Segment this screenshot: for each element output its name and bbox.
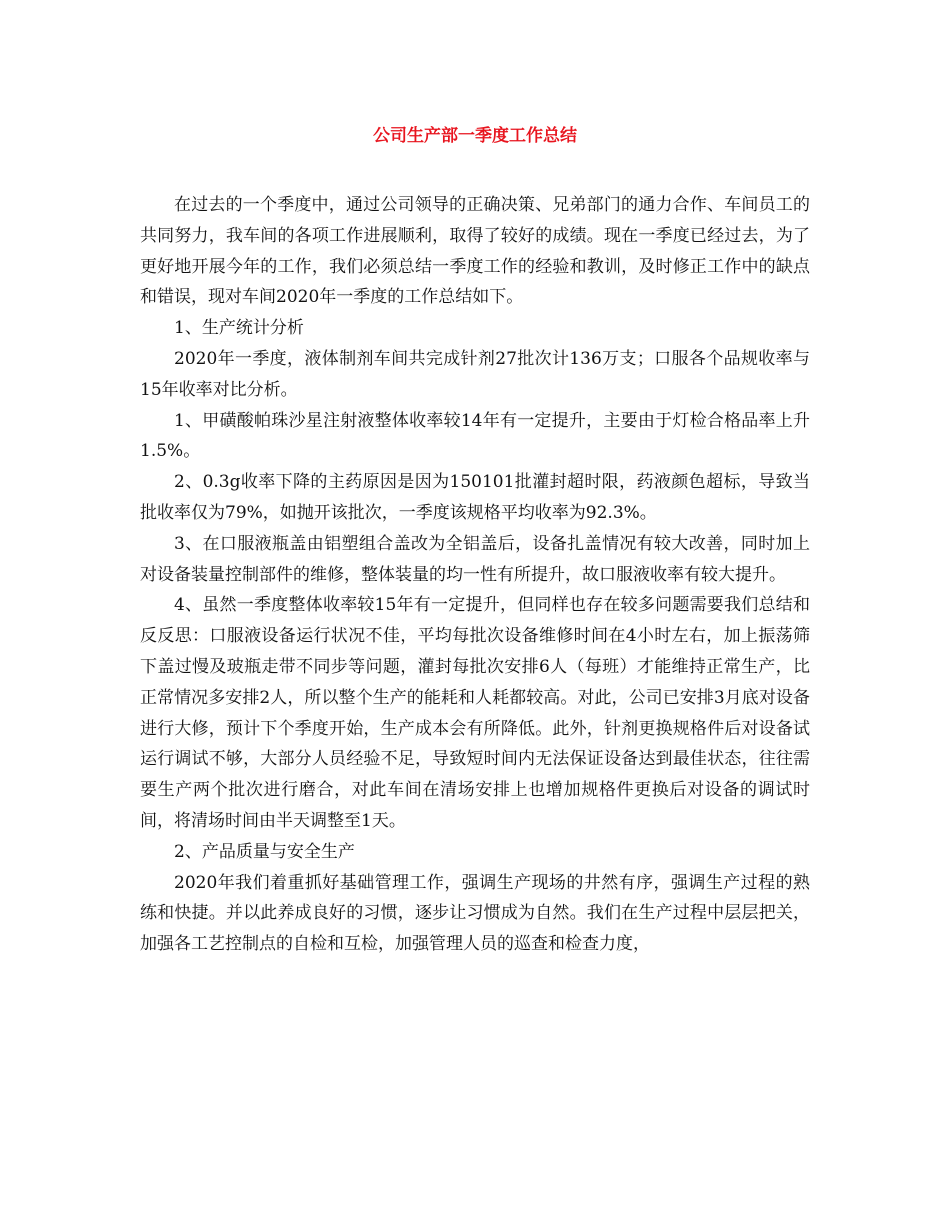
body-paragraph: 2020年一季度，液体制剂车间共完成针剂27批次计136万支；口服各个品规收率与15年收率对比分析。 bbox=[140, 348, 810, 400]
document-body bbox=[140, 190, 810, 960]
list-item: 3、在口服液瓶盖由铝塑组合盖改为全铝盖后，设备扎盖情况有较大改善，同时加上对设备装量控制部件的维修，整体装量的均一性有所提升，故口服液收率有较大提升。 bbox=[140, 533, 810, 585]
list-item: 4、虽然一季度整体收率较15年有一定提升，但同样也存在较多问题需要我们总结和反反思：口服液设备运行状况不佳，平均每批次设备维修时间在4小时左右，加上振荡筛下盖过慢及玻瓶走带不同步等问题，灌封每批次安排6人（每班）才能维持正常生产，比正常情况多安排2人，所以整个生产的能耗和人耗都较高。对此，公司已安排3月底对设备进行大修，预计下个季度开始，生产成本会有所降低。此外，针剂更换规格件后对设备试运行调试不够，大部分人员经验不足，导致短时间内无法保证设备达到最佳状态，往往需要生产两个批次进行磨合，对此车间在清场安排上也增加规格件更换后对设备的调试时间，将清场时间由半天调整至1天。 bbox=[140, 595, 810, 831]
list-item: 1、甲磺酸帕珠沙星注射液整体收率较14年有一定提升，主要由于灯检合格品率上升1.5%。 bbox=[140, 410, 810, 462]
section-heading-production-stats: 1、生产统计分析 bbox=[174, 318, 304, 339]
document-title: 公司生产部一季度工作总结 bbox=[373, 126, 577, 146]
section-heading-quality-safety: 2、产品质量与安全生产 bbox=[174, 841, 355, 862]
body-paragraph: 2020年我们着重抓好基础管理工作，强调生产现场的井然有序，强调生产过程的熟练和快捷。并以此养成良好的习惯，逐步让习惯成为自然。我们在生产过程中层层把关，加强各工艺控制点的自检和互检，加强管理人员的巡查和检查力度， bbox=[140, 872, 810, 955]
list-item: 2、0.3g收率下降的主药原因是因为150101批灌封超时限，药液颜色超标，导致当批收率仅为79%，如抛开该批次，一季度该规格平均收率为92.3%。 bbox=[140, 472, 810, 523]
intro-paragraph: 在过去的一个季度中，通过公司领导的正确决策、兄弟部门的通力合作、车间员工的共同努力，我车间的各项工作进展顺利，取得了较好的成绩。现在一季度已经过去，为了更好地开展今年的工作，我们必须总结一季度工作的经验和教训，及时修正工作中的缺点和错误，现对车间2020年一季度的工作总结如下。 bbox=[140, 195, 810, 308]
